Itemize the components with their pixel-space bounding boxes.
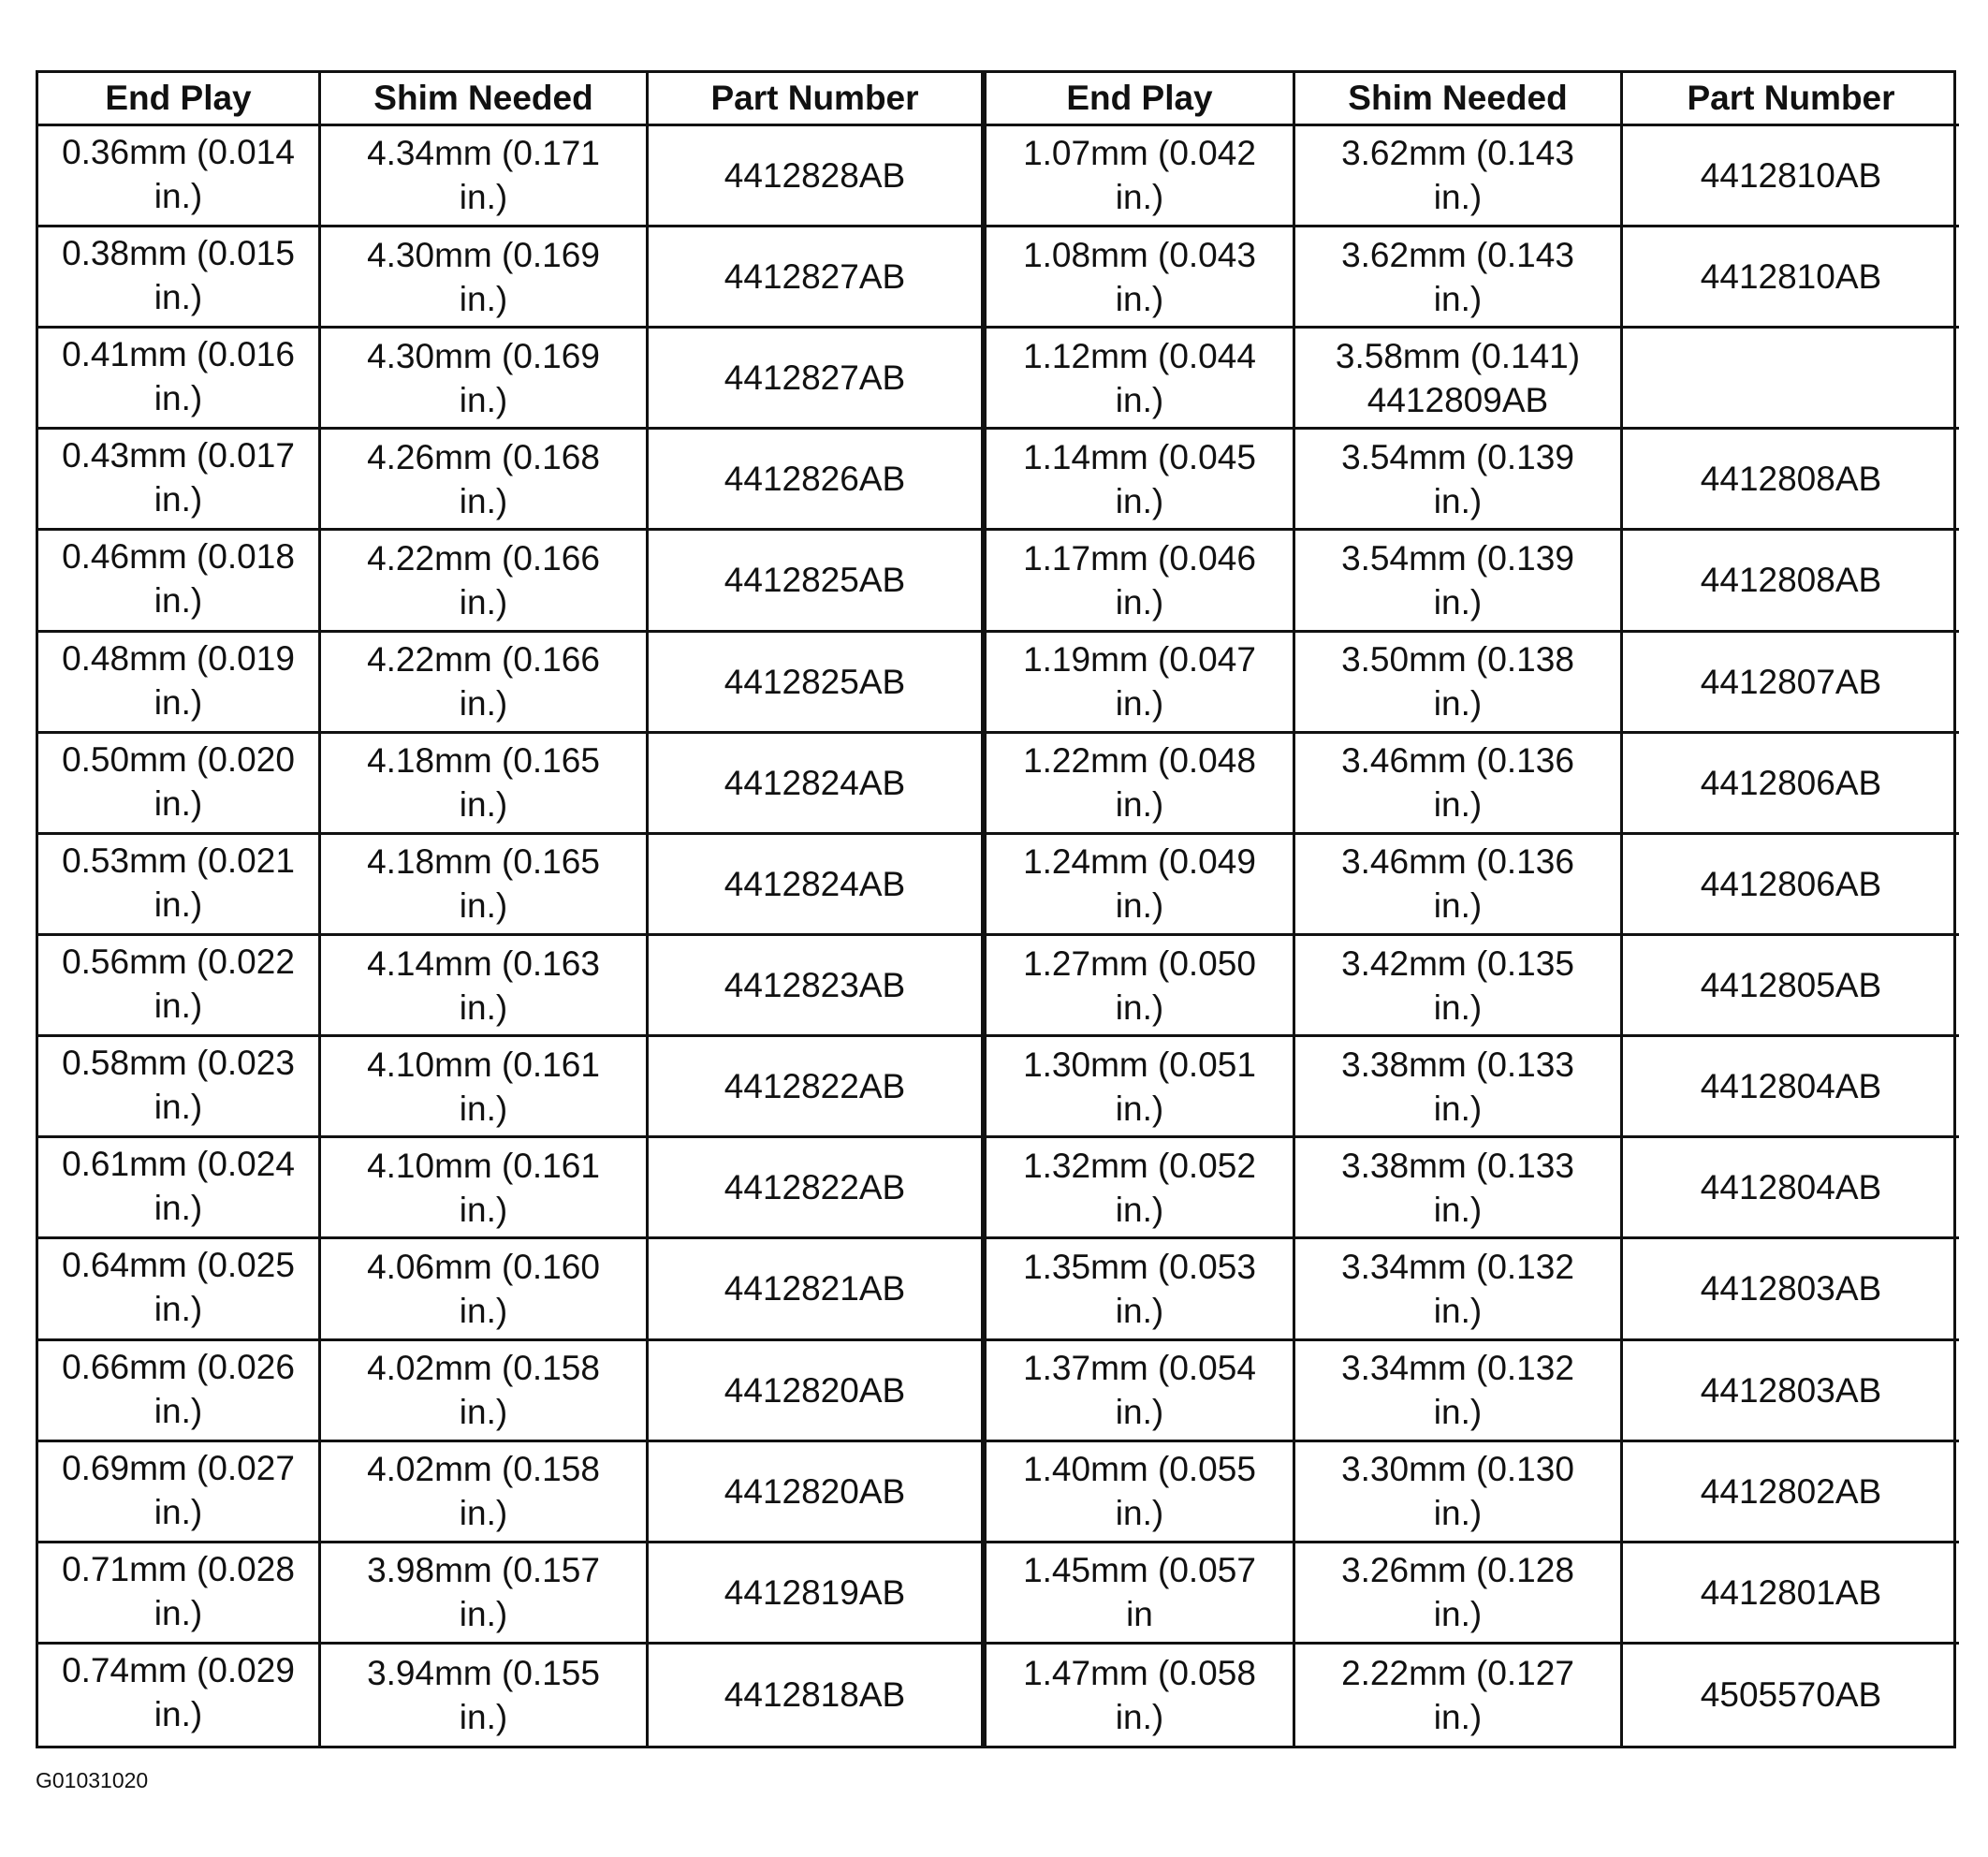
table-row — [38, 1239, 981, 1340]
shim-needed-cell: 4.34mm (0.171 in.) — [321, 126, 649, 225]
end-play-cell: 1.35mm (0.053 in.) — [987, 1239, 1295, 1338]
table-row — [38, 936, 981, 1037]
end-play-cell: 0.48mm (0.019 in.) — [38, 633, 321, 731]
end-play-cell: 0.46mm (0.018 in.) — [38, 531, 321, 629]
part-number-cell: 4412808AB — [1700, 561, 1882, 600]
shim-needed-cell: 4.02mm (0.158 in.) — [321, 1442, 649, 1541]
table-row — [987, 1645, 1959, 1746]
header-shim-needed: Shim Needed — [321, 73, 649, 124]
table-row — [38, 734, 981, 835]
shim-needed-cell: 3.30mm (0.130 in.) — [1295, 1442, 1623, 1541]
shim-needed-cell: 4.18mm (0.165 in.) — [321, 734, 649, 832]
header-row — [987, 73, 1959, 126]
header-part-number: Part Number — [710, 79, 919, 118]
shim-needed-cell: 4.10mm (0.161 in.) — [321, 1138, 649, 1236]
shim-needed-cell: 3.62mm (0.143 in.) — [1295, 126, 1623, 225]
table-row — [38, 1341, 981, 1442]
part-number-cell: 4412803AB — [1700, 1370, 1882, 1410]
header-end-play: End Play — [38, 73, 321, 124]
part-number-cell: 4505570AB — [1700, 1675, 1882, 1715]
header-end-play: End Play — [987, 73, 1295, 124]
part-number-cell: 4412824AB — [724, 763, 906, 802]
end-play-cell: 1.22mm (0.048 in.) — [987, 734, 1295, 832]
part-number-cell: 4412822AB — [724, 1067, 906, 1106]
end-play-cell: 1.17mm (0.046 in.) — [987, 531, 1295, 629]
shim-needed-cell: 4.10mm (0.161 in.) — [321, 1037, 649, 1135]
table-row — [38, 126, 981, 227]
table-left-half — [38, 73, 981, 1746]
table-row — [987, 936, 1959, 1037]
header-row — [38, 73, 981, 126]
part-number-cell: 4412805AB — [1700, 966, 1882, 1004]
table-row — [38, 835, 981, 936]
end-play-cell: 1.14mm (0.045 in.) — [987, 430, 1295, 528]
table-row — [38, 531, 981, 632]
part-number-cell: 4412806AB — [1700, 763, 1882, 802]
part-number-cell: 4412804AB — [1700, 1067, 1882, 1106]
table-row — [38, 1442, 981, 1543]
table-row — [38, 430, 981, 531]
header-part-number: Part Number — [1687, 79, 1895, 118]
end-play-cell: 0.53mm (0.021 in.) — [38, 835, 321, 933]
end-play-cell: 1.45mm (0.057 in — [987, 1543, 1295, 1642]
table-row — [38, 1543, 981, 1645]
end-play-cell: 0.61mm (0.024 in.) — [38, 1138, 321, 1236]
table-row — [987, 227, 1959, 329]
table-row — [38, 1138, 981, 1239]
shim-needed-cell: 3.98mm (0.157 in.) — [321, 1543, 649, 1642]
figure-id: G01031020 — [36, 1768, 149, 1792]
end-play-cell: 1.27mm (0.050 in.) — [987, 936, 1295, 1034]
end-play-cell: 1.37mm (0.054 in.) — [987, 1341, 1295, 1440]
part-number-cell: 4412828AB — [724, 155, 906, 195]
part-number-cell: 4412808AB — [1700, 460, 1882, 499]
end-play-cell: 1.24mm (0.049 in.) — [987, 835, 1295, 933]
shim-needed-cell: 4.30mm (0.169 in.) — [321, 329, 649, 427]
part-number-cell: 4412803AB — [1700, 1269, 1882, 1309]
end-play-cell: 0.56mm (0.022 in.) — [38, 936, 321, 1034]
table-row — [38, 227, 981, 329]
shim-needed-cell: 4.18mm (0.165 in.) — [321, 835, 649, 933]
shim-needed-cell: 4.14mm (0.163 in.) — [321, 936, 649, 1034]
table-row — [987, 1442, 1959, 1543]
end-play-cell: 0.41mm (0.016 in.) — [38, 329, 321, 427]
end-play-cell: 1.40mm (0.055 in.) — [987, 1442, 1295, 1541]
shim-needed-cell: 4.06mm (0.160 in.) — [321, 1239, 649, 1338]
part-number-cell: 4412823AB — [724, 966, 906, 1004]
end-play-cell: 1.30mm (0.051 in.) — [987, 1037, 1295, 1135]
end-play-cell: 0.64mm (0.025 in.) — [38, 1239, 321, 1338]
end-play-cell: 0.58mm (0.023 in.) — [38, 1037, 321, 1135]
shim-needed-cell: 3.38mm (0.133 in.) — [1295, 1138, 1623, 1236]
end-play-cell: 0.50mm (0.020 in.) — [38, 734, 321, 832]
shim-needed-cell: 3.34mm (0.132 in.) — [1295, 1239, 1623, 1338]
shim-needed-cell: 3.50mm (0.138 in.) — [1295, 633, 1623, 731]
part-number-cell: 4412806AB — [1700, 864, 1882, 903]
part-number-cell: 4412827AB — [724, 358, 906, 398]
end-play-cell: 0.74mm (0.029 in.) — [38, 1645, 321, 1746]
table-row — [38, 1645, 981, 1746]
shim-needed-cell: 3.46mm (0.136 in.) — [1295, 835, 1623, 933]
part-number-cell: 4412807AB — [1700, 662, 1882, 701]
header-shim-needed: Shim Needed — [1295, 73, 1623, 124]
part-number-cell: 4412821AB — [724, 1269, 906, 1309]
part-number-cell: 4412818AB — [724, 1675, 906, 1715]
shim-selection-table — [36, 70, 1956, 1748]
end-play-cell: 0.71mm (0.028 in.) — [38, 1543, 321, 1642]
part-number-cell: 4412827AB — [724, 257, 906, 297]
shim-needed-cell: 4.02mm (0.158 in.) — [321, 1341, 649, 1440]
table-row — [987, 633, 1959, 734]
shim-needed-cell: 3.62mm (0.143 in.) — [1295, 227, 1623, 326]
table-row — [38, 329, 981, 430]
table-row — [987, 1037, 1959, 1138]
shim-needed-cell: 4.22mm (0.166 in.) — [321, 633, 649, 731]
end-play-cell: 1.12mm (0.044 in.) — [987, 329, 1295, 427]
part-number-cell: 4412801AB — [1700, 1572, 1882, 1612]
end-play-cell: 0.43mm (0.017 in.) — [38, 430, 321, 528]
part-number-cell: 4412810AB — [1700, 257, 1882, 297]
end-play-cell: 0.38mm (0.015 in.) — [38, 227, 321, 326]
part-number-cell: 4412824AB — [724, 864, 906, 903]
part-number-cell: 4412819AB — [724, 1572, 906, 1612]
end-play-cell: 1.32mm (0.052 in.) — [987, 1138, 1295, 1236]
shim-needed-cell: 3.42mm (0.135 in.) — [1295, 936, 1623, 1034]
table-row — [987, 430, 1959, 531]
shim-needed-cell: 3.94mm (0.155 in.) — [321, 1645, 649, 1746]
part-number-cell: 4412820AB — [724, 1471, 906, 1511]
end-play-cell: 1.08mm (0.043 in.) — [987, 227, 1295, 326]
shim-needed-cell: 4.22mm (0.166 in.) — [321, 531, 649, 629]
shim-needed-cell: 3.54mm (0.139 in.) — [1295, 430, 1623, 528]
shim-needed-cell: 3.38mm (0.133 in.) — [1295, 1037, 1623, 1135]
table-row — [38, 633, 981, 734]
table-row — [987, 1239, 1959, 1340]
end-play-cell: 1.19mm (0.047 in.) — [987, 633, 1295, 731]
shim-needed-cell: 2.22mm (0.127 in.) — [1295, 1645, 1623, 1746]
shim-needed-cell: 3.26mm (0.128 in.) — [1295, 1543, 1623, 1642]
end-play-cell: 0.36mm (0.014 in.) — [38, 126, 321, 225]
end-play-cell: 1.07mm (0.042 in.) — [987, 126, 1295, 225]
table-row — [987, 1138, 1959, 1239]
part-number-cell: 4412825AB — [724, 561, 906, 600]
table-row — [38, 1037, 981, 1138]
shim-needed-cell: 3.58mm (0.141) 4412809AB — [1295, 329, 1623, 427]
part-number-cell: 4412822AB — [724, 1168, 906, 1207]
shim-needed-cell: 4.30mm (0.169 in.) — [321, 227, 649, 326]
end-play-cell: 1.47mm (0.058 in.) — [987, 1645, 1295, 1746]
table-row — [987, 1543, 1959, 1645]
table-row — [987, 329, 1959, 430]
table-row — [987, 126, 1959, 227]
part-number-cell: 4412825AB — [724, 662, 906, 701]
table-row — [987, 1341, 1959, 1442]
end-play-cell: 0.66mm (0.026 in.) — [38, 1341, 321, 1440]
part-number-cell: 4412820AB — [724, 1370, 906, 1410]
end-play-cell: 0.69mm (0.027 in.) — [38, 1442, 321, 1541]
table-right-half — [987, 73, 1959, 1746]
shim-needed-cell: 4.26mm (0.168 in.) — [321, 430, 649, 528]
part-number-cell: 4412826AB — [724, 460, 906, 499]
part-number-cell: 4412802AB — [1700, 1471, 1882, 1511]
part-number-cell: 4412810AB — [1700, 155, 1882, 195]
table-row — [987, 835, 1959, 936]
shim-needed-cell: 3.34mm (0.132 in.) — [1295, 1341, 1623, 1440]
table-row — [987, 734, 1959, 835]
shim-needed-cell: 3.54mm (0.139 in.) — [1295, 531, 1623, 629]
part-number-cell: 4412804AB — [1700, 1168, 1882, 1207]
shim-needed-cell: 3.46mm (0.136 in.) — [1295, 734, 1623, 832]
table-row — [987, 531, 1959, 632]
part-number-cell — [1623, 329, 1959, 427]
